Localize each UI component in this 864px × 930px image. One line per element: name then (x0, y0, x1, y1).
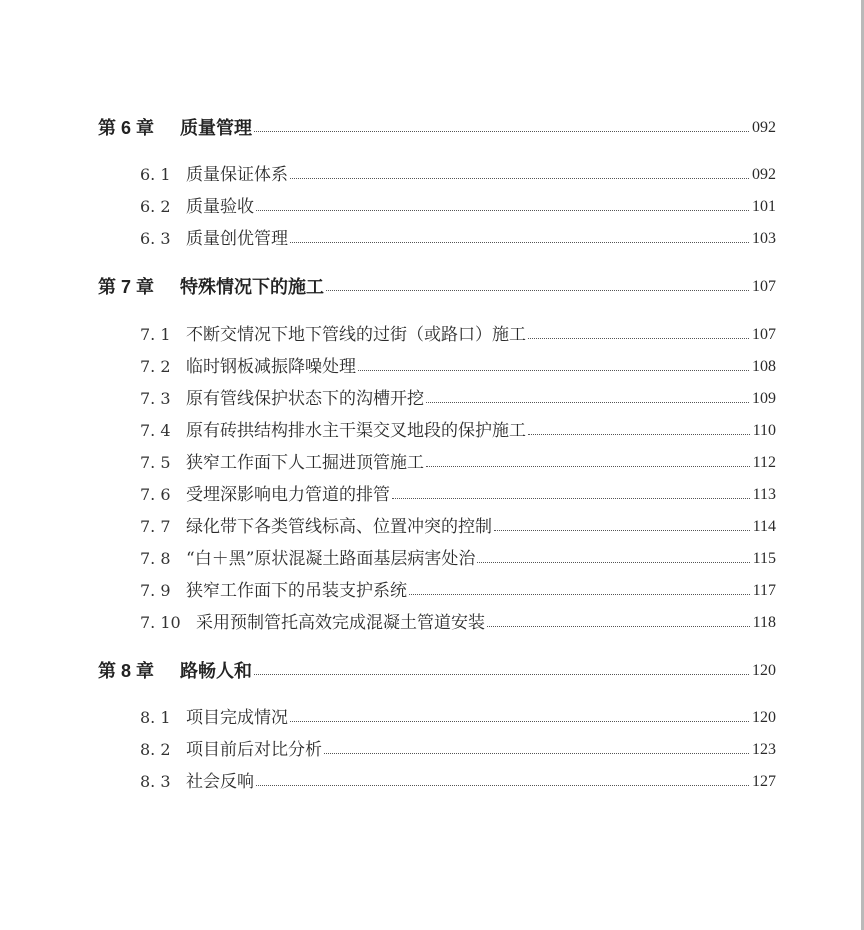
dot-leader (358, 370, 749, 371)
page-number: 107 (752, 278, 776, 295)
page-number: 118 (752, 614, 776, 631)
page-number: 113 (752, 486, 776, 503)
toc-section-7-2[interactable] (0, 353, 864, 381)
section-number: 7. 7 (140, 517, 171, 536)
dot-leader (494, 530, 750, 531)
dot-leader (254, 131, 749, 132)
section-title: 临时钢板减振降噪处理 (186, 357, 356, 377)
section-number: 6. 2 (140, 197, 171, 216)
toc-section-7-1[interactable] (0, 321, 864, 349)
chapter-number: 第 6 章 (98, 118, 155, 138)
section-number: 8. 1 (140, 708, 171, 727)
dot-leader (487, 626, 750, 627)
section-number: 7. 8 (140, 549, 171, 568)
page-number: 123 (752, 741, 776, 758)
section-number: 7. 9 (140, 581, 171, 600)
section-title: 狭窄工作面下的吊装支护系统 (186, 581, 407, 601)
section-title: 狭窄工作面下人工掘进顶管施工 (186, 453, 424, 473)
toc-section-6-3[interactable] (0, 225, 864, 253)
dot-leader (426, 466, 750, 467)
toc-section-8-3[interactable] (0, 768, 864, 796)
page-number: 120 (752, 709, 776, 726)
page-number: 101 (752, 198, 776, 215)
page-number: 103 (752, 230, 776, 247)
toc-section-7-7[interactable] (0, 513, 864, 541)
toc-section-7-5[interactable] (0, 449, 864, 477)
dot-leader (324, 753, 749, 754)
section-number: 7. 5 (140, 453, 171, 472)
dot-leader (290, 242, 749, 243)
section-title: 采用预制管托高效完成混凝土管道安装 (196, 613, 485, 633)
dot-leader (254, 674, 749, 675)
section-number: 7. 1 (140, 325, 171, 344)
toc-chapter-6[interactable] (0, 114, 864, 142)
section-title: 原有管线保护状态下的沟槽开挖 (186, 389, 424, 409)
page-number: 117 (752, 582, 776, 599)
toc-section-8-1[interactable] (0, 704, 864, 732)
section-number: 8. 2 (140, 740, 171, 759)
dot-leader (326, 290, 749, 291)
page-number: 092 (752, 119, 776, 136)
chapter-title: 路畅人和 (180, 661, 252, 681)
chapter-title: 质量管理 (180, 118, 252, 138)
toc-section-7-4[interactable] (0, 417, 864, 445)
section-number: 6. 3 (140, 229, 171, 248)
chapter-number: 第 7 章 (98, 277, 155, 297)
section-title: 项目前后对比分析 (186, 740, 322, 760)
toc-chapter-8[interactable] (0, 657, 864, 685)
section-title: 社会反响 (186, 772, 254, 792)
section-title: 不断交情况下地下管线的过街（或路口）施工 (186, 325, 526, 345)
chapter-title: 特殊情况下的施工 (180, 277, 324, 297)
dot-leader (426, 402, 749, 403)
toc-section-7-10[interactable] (0, 609, 864, 637)
section-number: 8. 3 (140, 772, 171, 791)
section-title: 原有砖拱结构排水主干渠交叉地段的保护施工 (186, 421, 526, 441)
section-number: 6. 1 (140, 165, 171, 184)
page-number: 110 (752, 422, 776, 439)
section-title: “白＋黑”原状混凝土路面基层病害处治 (186, 549, 476, 569)
section-title: 绿化带下各类管线标高、位置冲突的控制 (186, 517, 492, 537)
page-number: 115 (752, 550, 776, 567)
page-number: 127 (752, 773, 776, 790)
section-number: 7. 4 (140, 421, 171, 440)
section-title: 质量验收 (186, 197, 254, 217)
page-number: 107 (752, 326, 776, 343)
page-number: 120 (752, 662, 776, 679)
section-number: 7. 2 (140, 357, 171, 376)
toc-section-7-9[interactable] (0, 577, 864, 605)
section-number: 7. 6 (140, 485, 171, 504)
toc-section-8-2[interactable] (0, 736, 864, 764)
section-title: 质量保证体系 (186, 165, 288, 185)
dot-leader (477, 562, 750, 563)
toc-section-7-6[interactable] (0, 481, 864, 509)
page-number: 108 (752, 358, 776, 375)
section-title: 受埋深影响电力管道的排管 (186, 485, 390, 505)
dot-leader (290, 721, 749, 722)
chapter-number: 第 8 章 (98, 661, 155, 681)
dot-leader (256, 785, 749, 786)
dot-leader (528, 434, 750, 435)
dot-leader (256, 210, 749, 211)
page-number: 092 (752, 166, 776, 183)
toc-section-6-2[interactable] (0, 193, 864, 221)
dot-leader (290, 178, 749, 179)
toc-section-7-3[interactable] (0, 385, 864, 413)
page-number: 114 (752, 518, 776, 535)
section-title: 项目完成情况 (186, 708, 288, 728)
toc-section-7-8[interactable] (0, 545, 864, 573)
toc-chapter-7[interactable] (0, 273, 864, 301)
page-number: 112 (752, 454, 776, 471)
dot-leader (528, 338, 749, 339)
toc-section-6-1[interactable] (0, 161, 864, 189)
page-number: 109 (752, 390, 776, 407)
dot-leader (409, 594, 750, 595)
section-number: 7. 3 (140, 389, 171, 408)
section-number: 7. 10 (140, 613, 181, 632)
section-title: 质量创优管理 (186, 229, 288, 249)
dot-leader (392, 498, 750, 499)
